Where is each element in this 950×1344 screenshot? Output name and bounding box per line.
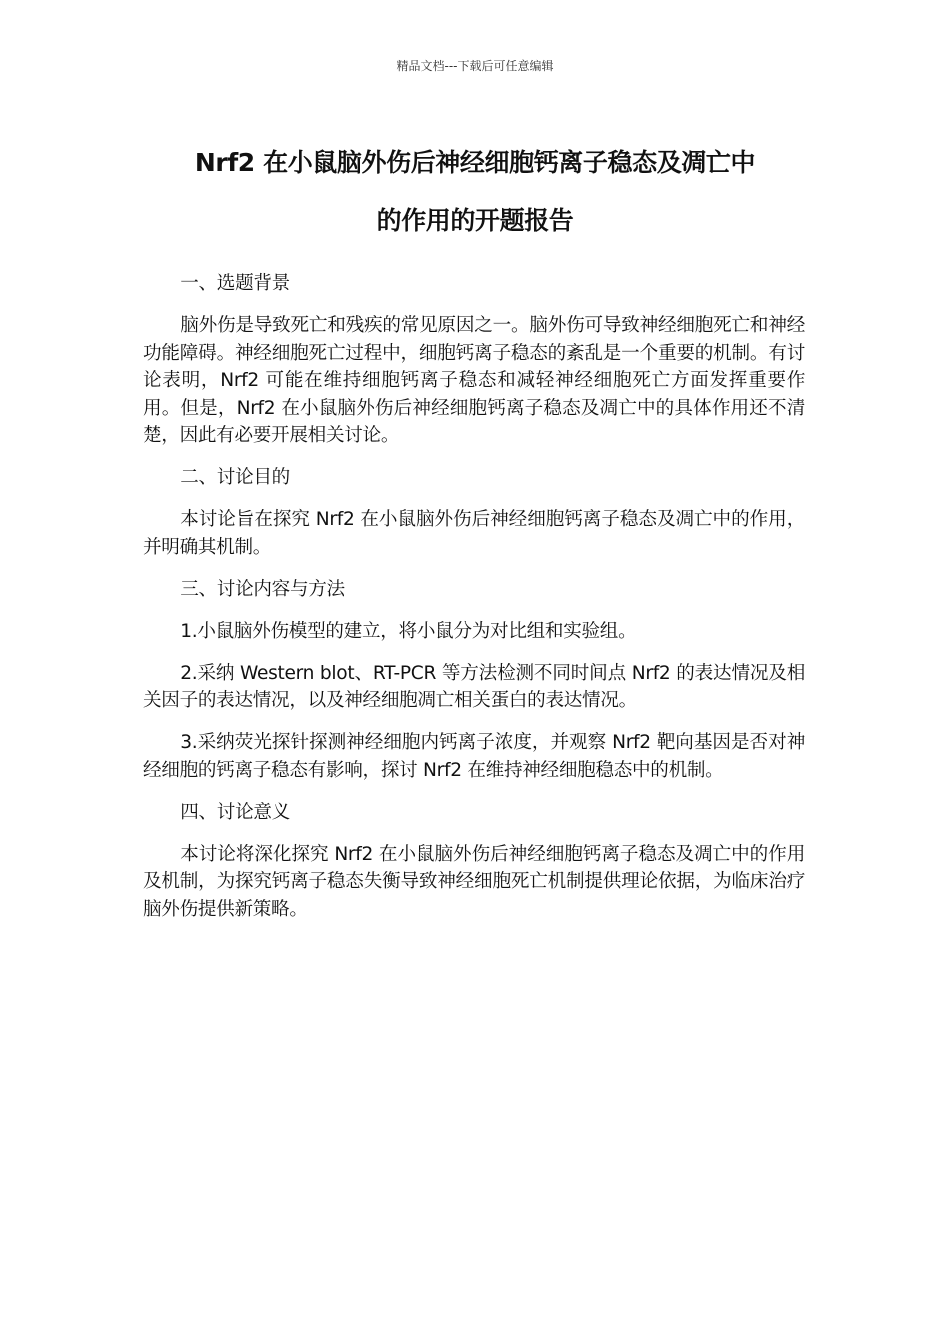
title-line-1: Nrf2 在小鼠脑外伤后神经细胞钙离子稳态及凋亡中	[194, 148, 756, 177]
methods-item-3: 3.采纳荧光探针探测神经细胞内钙离子浓度，并观察 Nrf2 靶向基因是否对神经细胞的钙离子稳态有影响，探讨 Nrf2 在维持神经细胞稳态中的机制。	[143, 732, 805, 781]
section-heading-significance: 四、讨论意义	[180, 801, 290, 823]
title-line-2: 的作用的开题报告	[376, 206, 574, 235]
methods-item-2: 2.采纳 Western blot、RT-PCR 等方法检测不同时间点 Nrf2 的表达情况及相关因子的表达情况，以及神经细胞凋亡相关蛋白的表达情况。	[143, 662, 805, 711]
document-body	[143, 270, 805, 938]
methods-item-1: 1.小鼠脑外伤模型的建立，将小鼠分为对比组和实验组。	[180, 620, 637, 642]
section-heading-purpose: 二、讨论目的	[180, 467, 290, 488]
section-body-significance: 本讨论将深化探究 Nrf2 在小鼠脑外伤后神经细胞钙离子稳态及凋亡中的作用及机制，为探究钙离子稳态失衡导致神经细胞死亡机制提供理论依据，为临床治疗脑外伤提供新策略。	[143, 843, 805, 920]
section-heading-background: 一、选题背景	[180, 273, 290, 294]
section-body-purpose: 本讨论旨在探究 Nrf2 在小鼠脑外伤后神经细胞钙离子稳态及凋亡中的作用，并明确其机制。	[143, 509, 805, 558]
section-heading-methods: 三、讨论内容与方法	[180, 578, 345, 600]
section-body-background: 脑外伤是导致死亡和残疾的常见原因之一。脑外伤可导致神经细胞死亡和神经功能障碍。神经细胞死亡过程中，细胞钙离子稳态的紊乱是一个重要的机制。有讨论表明，Nrf2 可能在维持细胞钙离子稳态和减轻神经细胞死亡方面发挥重要作用。但是，Nrf2 在小鼠脑外伤后神经细胞钙离子稳态及凋亡中的具体作用还不清楚，因此有必要开展相关讨论。	[143, 315, 805, 446]
page-header-watermark: 精品文档---下载后可任意编辑	[396, 59, 554, 73]
document-title	[143, 134, 807, 250]
